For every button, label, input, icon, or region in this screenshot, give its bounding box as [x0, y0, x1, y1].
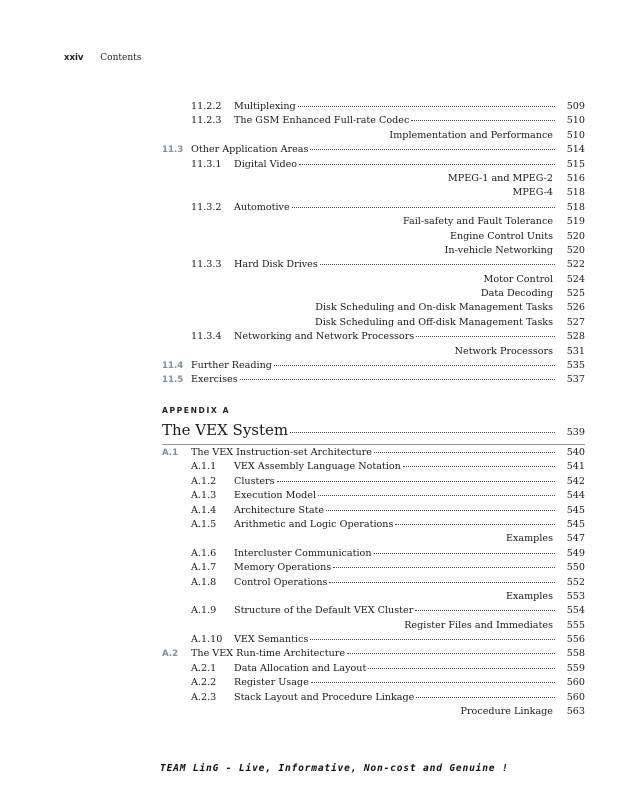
running-head-title: Contents — [100, 53, 142, 63]
leader-dots — [374, 553, 555, 554]
toc-entry-page: 547 — [566, 533, 585, 545]
toc-entry-number: 11.4 — [162, 361, 184, 372]
toc-entry-number: A.1.1 — [191, 461, 217, 473]
toc-entry-page: 535 — [566, 360, 585, 372]
toc-entry-page: 527 — [566, 316, 585, 328]
toc-entry[interactable] — [162, 258, 585, 272]
toc-entry[interactable] — [162, 504, 585, 518]
toc-entry-page: 556 — [566, 634, 585, 646]
toc-entry-number: A.2.2 — [191, 677, 217, 689]
toc-entry-title: MPEG-1 and MPEG-2 — [447, 172, 553, 184]
toc-entry-page: 531 — [566, 345, 585, 357]
toc-entry-title: The VEX Run-time Architecture — [191, 648, 346, 660]
toc-entry-title: Implementation and Performance — [389, 129, 553, 141]
toc-entry-title: VEX Assembly Language Notation — [234, 461, 401, 473]
leader-dots — [368, 668, 555, 669]
toc-entry-page: 525 — [566, 288, 585, 300]
leader-dots — [320, 264, 555, 265]
leader-dots — [311, 682, 555, 683]
toc-entry[interactable] — [162, 215, 585, 229]
leader-dots — [411, 120, 555, 121]
toc-entry-page: 545 — [566, 504, 585, 516]
toc-entry-title: Other Application Areas — [191, 144, 309, 156]
leader-dots — [290, 432, 555, 433]
toc-entry-title: Disk Scheduling and On-disk Management Tasks — [315, 302, 553, 314]
toc-entry-page: 542 — [566, 475, 585, 487]
toc-entry[interactable] — [162, 691, 585, 705]
toc-entry-title: VEX Semantics — [234, 634, 309, 646]
chapter-entry[interactable] — [162, 421, 585, 441]
toc-entry-page: 554 — [566, 605, 585, 617]
toc-entry-title: Stack Layout and Procedure Linkage — [234, 691, 415, 703]
toc-entry-title: Arithmetic and Logic Operations — [234, 518, 394, 530]
toc-entry-page: 518 — [566, 187, 585, 199]
leader-dots — [298, 106, 555, 107]
chapter-title: The VEX System — [162, 421, 289, 439]
toc-entry[interactable] — [162, 619, 585, 633]
toc-entry[interactable] — [162, 475, 585, 489]
toc-entry[interactable] — [162, 201, 585, 215]
toc-entry[interactable] — [162, 330, 585, 344]
toc-entry-title: Examples — [505, 590, 553, 602]
toc-entry-title: Data Allocation and Layout — [234, 662, 367, 674]
toc-entry-number: A.1.10 — [191, 634, 223, 646]
toc-entry-title: Networking and Network Processors — [234, 331, 415, 343]
toc-entry-page: 526 — [566, 302, 585, 314]
toc-entry-page: 528 — [566, 331, 585, 343]
toc-entry-page: 559 — [566, 662, 585, 674]
toc-entry[interactable] — [162, 244, 585, 258]
toc-entry-page: 553 — [566, 590, 585, 602]
leader-dots — [292, 207, 555, 208]
toc-entry-title: Fail-safety and Fault Tolerance — [403, 216, 553, 228]
toc-entry[interactable] — [162, 301, 585, 315]
toc-entry-page: 509 — [566, 101, 585, 112]
toc-entry-page: 520 — [566, 244, 585, 256]
toc-entry-title: The GSM Enhanced Full-rate Codec — [234, 115, 410, 127]
toc-entry[interactable] — [162, 273, 585, 287]
leader-dots — [310, 149, 555, 150]
toc-entry[interactable] — [162, 158, 585, 172]
toc-entry[interactable] — [162, 647, 585, 661]
leader-dots — [415, 610, 555, 611]
toc-entry-page: 537 — [566, 374, 585, 386]
toc-entry[interactable] — [162, 705, 585, 719]
toc-entry[interactable] — [162, 172, 585, 186]
toc-entry-title: Motor Control — [483, 273, 553, 285]
toc-entry[interactable] — [162, 345, 585, 359]
toc-entry-title: Network Processors — [454, 345, 553, 357]
leader-dots — [395, 524, 555, 525]
toc-entry-page: 524 — [566, 273, 585, 285]
toc-entry-title: Clusters — [234, 475, 275, 487]
toc-entry[interactable] — [162, 590, 585, 604]
toc-entry-title: Register Usage — [234, 677, 309, 689]
toc-entry[interactable] — [162, 547, 585, 561]
leader-dots — [318, 495, 555, 496]
toc-entry-title: Register Files and Immediates — [404, 619, 553, 631]
footer-watermark: TEAM LinG - Live, Informative, Non-cost and Genuine ! — [160, 763, 509, 774]
toc-entry-page: 558 — [566, 648, 585, 660]
toc-entry-number: 11.2.2 — [191, 101, 222, 112]
toc-entry[interactable] — [162, 561, 585, 575]
toc-entry-title: Intercluster Communication — [234, 547, 372, 559]
toc-entry-number: A.2 — [162, 649, 179, 660]
toc-entry[interactable] — [162, 230, 585, 244]
toc-entry-title: Multiplexing — [234, 101, 296, 112]
toc-entry-page: 541 — [566, 461, 585, 473]
toc-entry[interactable] — [162, 518, 585, 532]
page-number: xxiv — [64, 53, 84, 63]
toc-entry-title: Control Operations — [234, 576, 328, 588]
toc-entry[interactable] — [162, 576, 585, 590]
leader-dots — [333, 567, 555, 568]
toc-entry[interactable] — [162, 373, 585, 387]
toc-entry-title: Structure of the Default VEX Cluster — [234, 605, 414, 617]
toc-list-appendix — [162, 446, 585, 719]
toc-entry[interactable] — [162, 287, 585, 301]
toc-entry-page: 522 — [566, 259, 585, 271]
toc-entry-title: Execution Model — [234, 490, 317, 502]
toc-entry-page: 520 — [566, 230, 585, 242]
toc-entry-title: The VEX Instruction-set Architecture — [191, 447, 372, 458]
toc-entry[interactable] — [162, 316, 585, 330]
toc-entry[interactable] — [162, 676, 585, 690]
toc-entry-page: 518 — [566, 201, 585, 213]
chapter-page: 539 — [566, 427, 585, 438]
toc-entry-page: 515 — [566, 158, 585, 170]
toc-entry-title: Exercises — [191, 374, 238, 386]
toc-entry-title: Procedure Linkage — [460, 706, 553, 718]
leader-dots — [326, 510, 555, 511]
toc-entry[interactable] — [162, 460, 585, 474]
toc-entry-page: 549 — [566, 547, 585, 559]
leader-dots — [403, 466, 555, 467]
toc-entry[interactable] — [162, 489, 585, 503]
toc-entry[interactable] — [162, 446, 585, 460]
toc-entry-number: 11.3 — [162, 145, 184, 156]
toc-entry-number: A.2.3 — [191, 691, 217, 703]
leader-dots — [299, 164, 555, 165]
toc-entry-number: A.1 — [162, 448, 179, 458]
chapter-divider — [162, 444, 585, 445]
toc-entry[interactable] — [162, 532, 585, 546]
toc-entry-page: 544 — [566, 490, 585, 502]
toc-entry-page: 545 — [566, 518, 585, 530]
toc-entry[interactable] — [162, 186, 585, 200]
toc-entry-title: Memory Operations — [234, 562, 332, 574]
toc-entry-title: Further Reading — [191, 360, 272, 372]
toc-entry-page: 510 — [566, 115, 585, 127]
toc-entry[interactable] — [162, 662, 585, 676]
toc-entry-title: Engine Control Units — [449, 230, 553, 242]
toc-entry-number: 11.3.3 — [191, 259, 222, 271]
toc-list — [162, 100, 585, 388]
toc-entry[interactable] — [162, 604, 585, 618]
toc-entry[interactable] — [162, 143, 585, 157]
toc-entry-page: 552 — [566, 576, 585, 588]
toc-entry[interactable] — [162, 359, 585, 373]
leader-dots — [416, 336, 555, 337]
toc-entry-page: 550 — [566, 562, 585, 574]
toc-entry-number: A.1.9 — [191, 605, 217, 617]
toc-entry-title: Architecture State — [234, 504, 325, 516]
toc-entry-page: 516 — [566, 172, 585, 184]
toc-entry-page: 560 — [566, 677, 585, 689]
toc-entry-page: 510 — [566, 129, 585, 141]
toc-entry-number: A.2.1 — [191, 662, 217, 674]
toc-entry-title: Disk Scheduling and Off-disk Management Tasks — [315, 316, 553, 328]
toc-entry[interactable] — [162, 633, 585, 647]
toc-entry-number: 11.5 — [162, 375, 184, 386]
toc-entry-title: Data Decoding — [480, 288, 553, 300]
toc-entry-page: 563 — [566, 706, 585, 718]
toc-entry-page: 555 — [566, 619, 585, 631]
toc-entry-title: Hard Disk Drives — [234, 259, 318, 271]
leader-dots — [416, 697, 555, 698]
toc-entry-title: Automotive — [234, 201, 290, 213]
toc-entry-number: A.1.4 — [191, 504, 217, 516]
toc-entry-number: 11.3.1 — [191, 158, 222, 170]
toc-entry[interactable] — [162, 114, 585, 128]
toc-entry-page: 519 — [566, 216, 585, 228]
toc-entry-number: A.1.2 — [191, 475, 217, 487]
leader-dots — [240, 379, 555, 380]
toc-entry[interactable] — [162, 100, 585, 114]
leader-dots — [274, 365, 555, 366]
toc-entry-number: 11.2.3 — [191, 115, 222, 127]
toc-entry[interactable] — [162, 129, 585, 143]
leader-dots — [347, 653, 555, 654]
toc-entry-title: In-vehicle Networking — [444, 244, 553, 256]
leader-dots — [310, 639, 555, 640]
toc-entry-number: 11.3.2 — [191, 201, 222, 213]
leader-dots — [374, 452, 555, 453]
toc-entry-page: 540 — [566, 447, 585, 458]
toc-entry-number: A.1.5 — [191, 518, 217, 530]
toc-entry-number: A.1.8 — [191, 576, 217, 588]
toc-entry-number: A.1.7 — [191, 562, 217, 574]
toc-entry-number: 11.3.4 — [191, 331, 222, 343]
toc-entry-number: A.1.6 — [191, 547, 217, 559]
toc-entry-page: 560 — [566, 691, 585, 703]
leader-dots — [329, 582, 555, 583]
toc-entry-number: A.1.3 — [191, 490, 217, 502]
toc-entry-title: MPEG-4 — [512, 187, 553, 199]
appendix-label: APPENDIX A — [162, 406, 231, 415]
toc-entry-page: 514 — [566, 144, 585, 156]
leader-dots — [277, 481, 555, 482]
toc-entry-title: Digital Video — [234, 158, 298, 170]
toc-entry-title: Examples — [505, 533, 553, 545]
running-head — [64, 53, 141, 63]
